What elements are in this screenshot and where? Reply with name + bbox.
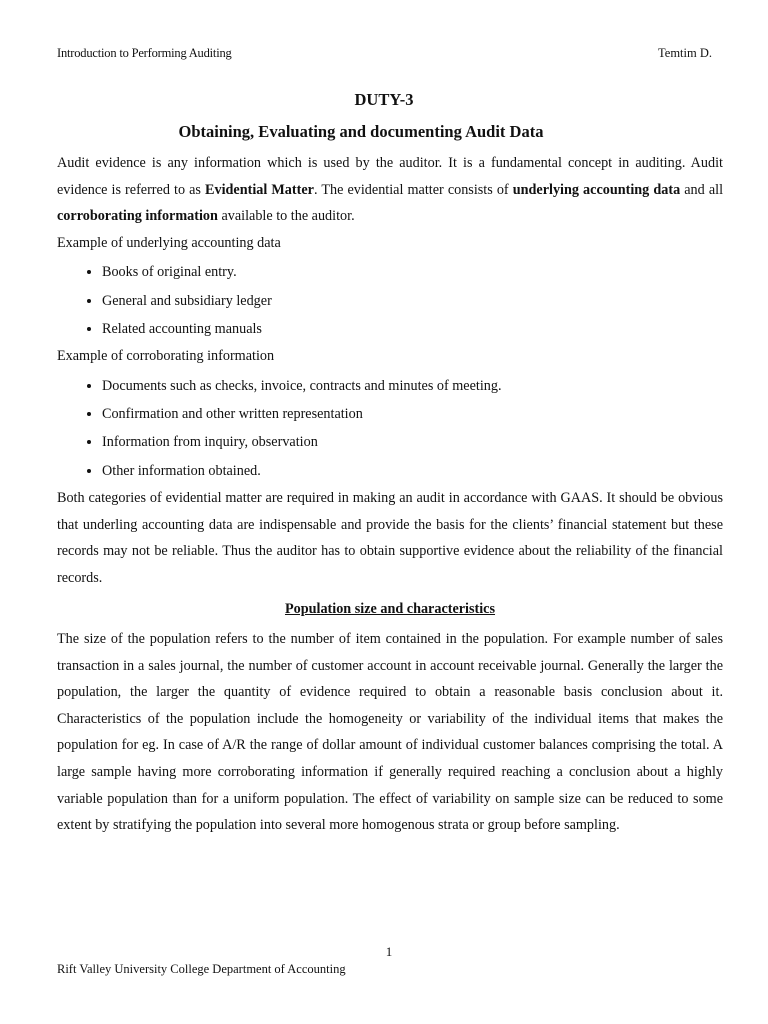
list-item: • Other information obtained.: [102, 457, 723, 485]
intro-text-4: available to the auditor.: [217, 208, 355, 225]
page-title: DUTY-3: [354, 90, 414, 109]
population-heading: Population size and characteristics: [284, 601, 496, 618]
both-categories-paragraph: Both categories of evidential matter are required in making an audit in accordance with GAAS. It should be obvious that underling accounting data are indispensable and provide the basis for the clients’ financial statement but these records may not be reliable. Thus the auditor has to obtain supportive evidence about the reliability of the financial records.: [57, 490, 723, 586]
corroborating-list: [57, 372, 723, 485]
header-author: Temtim D.: [658, 46, 712, 60]
population-paragraph: The size of the population refers to the number of item contained in the population. For example number of sales transaction in a sales journal, the number of customer account in account receivable journal. Generally the larger the population, the larger the quantity of evidence required to obtain a reasonable basis conclusion about it. Characteristics of the population include the homogeneity or variability of the individual items that makes the population for eg. In case of A/R the range of dollar amount of individual customer balances comprising the total. A large sample having more corroborating information if generally required reaching a conclusion about a highly variable population than for a uniform population. The effect of variability on sample size can be reduced to some extent by stratifying the population into several more homogenous strata or group before sampling.: [57, 631, 723, 834]
corroborating-heading: Example of corroborating information: [57, 348, 275, 365]
page-number: 1: [385, 944, 393, 959]
intro-text-3: and all: [680, 181, 724, 198]
list-item: • Confirmation and other written representation: [102, 400, 723, 428]
term-evidential-matter: Evidential Matter: [205, 181, 314, 198]
list-item: • Documents such as checks, invoice, contracts and minutes of meeting.: [102, 372, 723, 400]
list-item: • General and subsidiary ledger: [102, 287, 723, 315]
list-item: • Books of original entry.: [102, 258, 723, 286]
list-item: • Information from inquiry, observation: [102, 428, 723, 456]
header-course-title: Introduction to Performing Auditing: [57, 46, 232, 60]
footer-department: Rift Valley University College Department of Accounting: [57, 962, 346, 976]
page-subtitle: Obtaining, Evaluating and documenting Audit Data: [178, 122, 544, 141]
intro-text-1: Audit evidence is any information which is used by the auditor. It is a fundamental concept in auditing. Audit evidence is referred to as: [57, 155, 723, 198]
intro-paragraph: [57, 150, 723, 230]
underlying-heading: Example of underlying accounting data: [57, 234, 281, 251]
term-underlying-data: underlying accounting data: [512, 181, 681, 198]
term-corroborating-info: corroborating information: [57, 208, 218, 225]
intro-text-2: . The evidential matter consists of: [313, 181, 513, 198]
list-item: • Related accounting manuals: [102, 315, 723, 343]
underlying-list: [57, 258, 723, 343]
document-body: [57, 150, 723, 839]
